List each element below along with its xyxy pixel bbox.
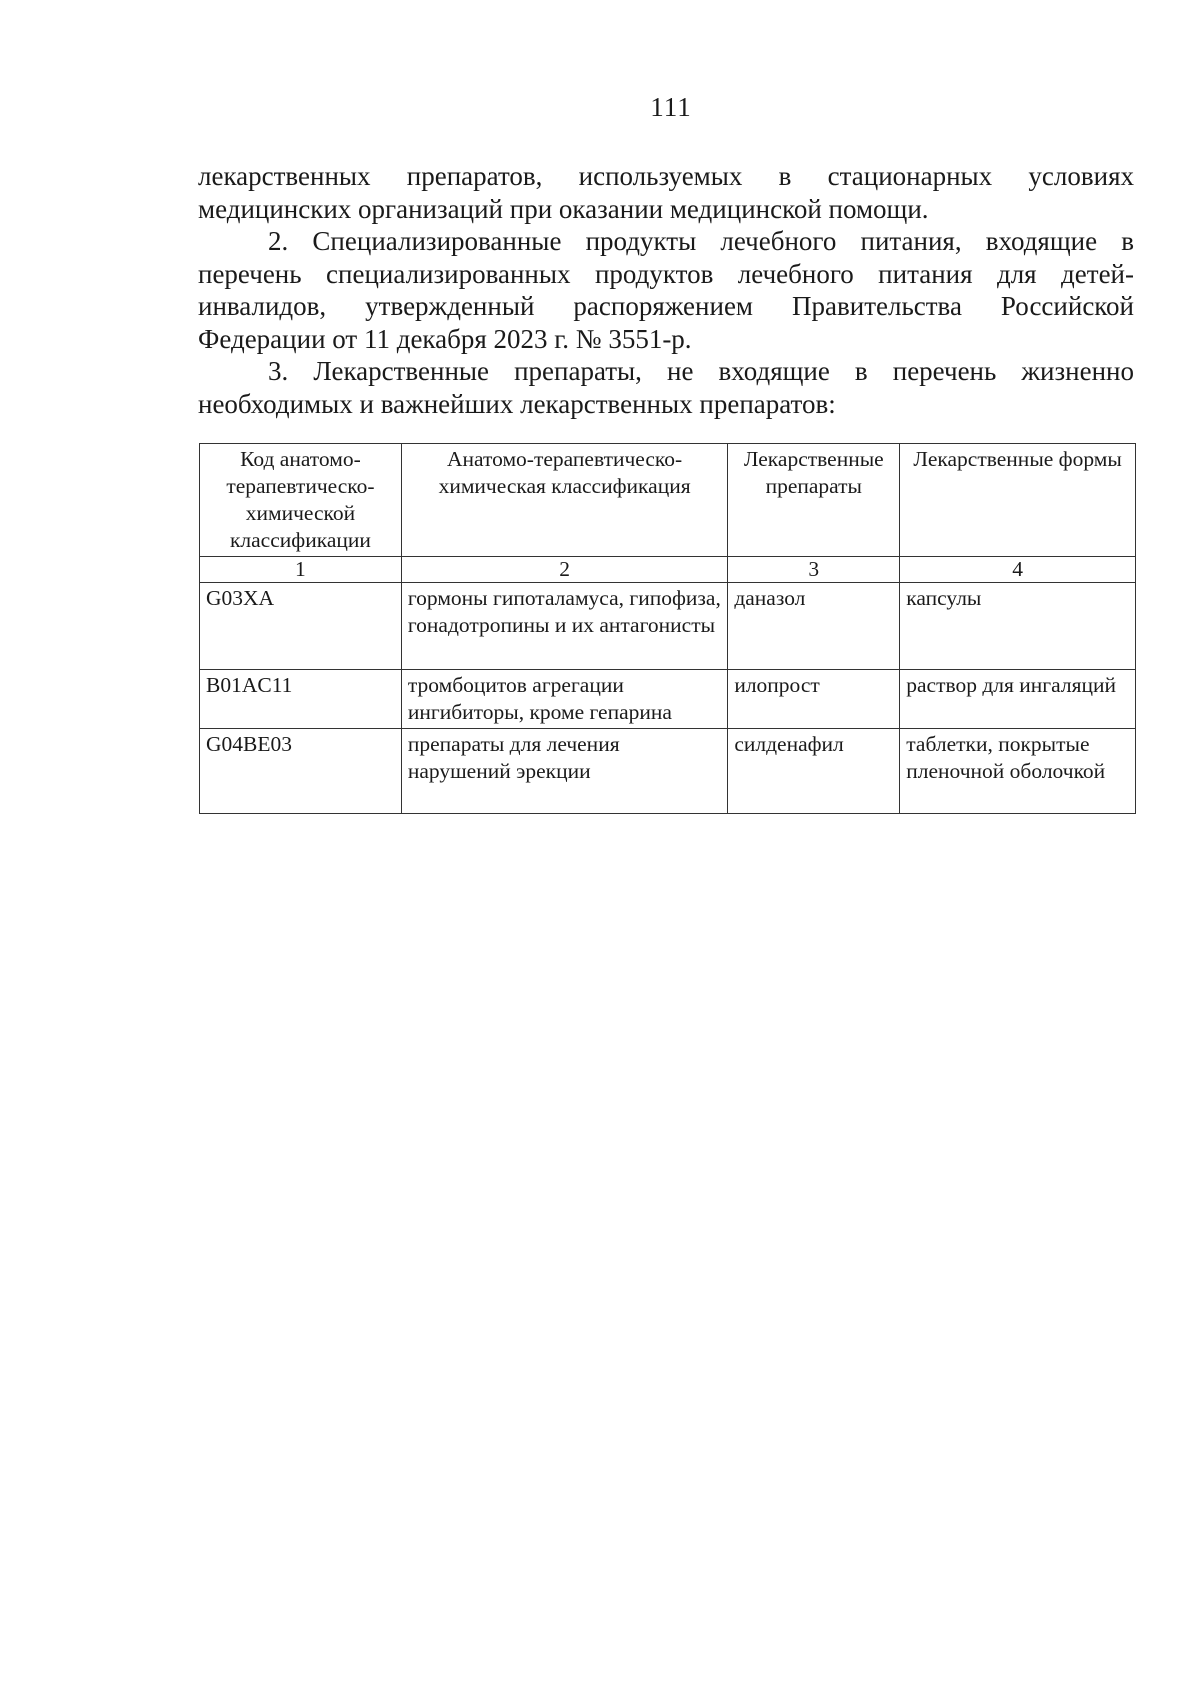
cell-form: капсулы: [900, 583, 1136, 670]
cell-code: G04BE03: [200, 729, 402, 814]
column-number-row: [200, 557, 1136, 583]
paragraph-item-2: [198, 225, 1134, 355]
table-row: [200, 583, 1136, 670]
header-dosage-forms: Лекарственные формы: [900, 444, 1136, 557]
cell-classification: тромбоцитов агрегации ингибиторы, кроме гепарина: [401, 670, 727, 729]
table-header-row: [200, 444, 1136, 557]
column-number: 3: [728, 557, 900, 583]
column-number: 4: [900, 557, 1136, 583]
header-drugs: Лекарственные препараты: [728, 444, 900, 557]
drugs-table: [199, 443, 1136, 814]
paragraph-text: 2. Специализированные продукты лечебного питания, входящие в перечень специализированных продуктов лечебного питания для детей-инвалидов, утвержденный распоряжением Правительства Российской Федерации от 11 декабря 2023 г. № 3551-р.: [198, 226, 1134, 354]
cell-code: B01AC11: [200, 670, 402, 729]
header-atc-classification: Анатомо-терапевтическо-химическая классификация: [401, 444, 727, 557]
paragraph-item-3: [198, 355, 1134, 420]
cell-code: G03XA: [200, 583, 402, 670]
table-row: [200, 670, 1136, 729]
column-number: 2: [401, 557, 727, 583]
table-row: [200, 729, 1136, 814]
header-atc-code: Код анатомо-терапевтическо-химической классификации: [200, 444, 402, 557]
cell-form: таблетки, покрытые пленочной оболочкой: [900, 729, 1136, 814]
cell-classification: гормоны гипоталамуса, гипофиза, гонадотропины и их антагонисты: [401, 583, 727, 670]
paragraph-continuation: [198, 160, 1134, 225]
column-number: 1: [200, 557, 402, 583]
page-number: 111: [650, 92, 692, 122]
paragraph-text: лекарственных препаратов, используемых в стационарных условиях медицинских организаций при оказании медицинской помощи.: [198, 161, 1134, 224]
cell-drug: силденафил: [728, 729, 900, 814]
cell-classification: препараты для лечения нарушений эрекции: [401, 729, 727, 814]
cell-form: раствор для ингаляций: [900, 670, 1136, 729]
paragraph-text: 3. Лекарственные препараты, не входящие в перечень жизненно необходимых и важнейших лекарственных препаратов:: [198, 356, 1134, 419]
cell-drug: илопрост: [728, 670, 900, 729]
cell-drug: даназол: [728, 583, 900, 670]
